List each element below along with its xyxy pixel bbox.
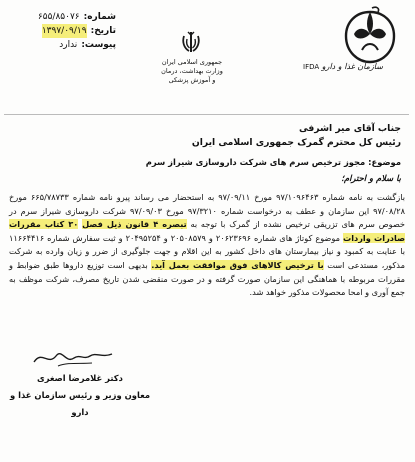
number-row [4,10,116,24]
addressee-block [11,122,401,150]
logo-text: سازمان غذا و دارو [321,62,383,71]
logo-subtext: IFDA [303,63,320,71]
date-row [4,24,116,38]
letter-metadata [4,10,116,52]
ministry-line-2: وزارت بهداشت، درمان [161,67,223,75]
signer-position: معاون وزیر و رئیس سازمان غذا و دارو [9,390,151,417]
recipient-name: جناب آقای میر اشرفی [298,123,401,134]
date-label: تاریخ: [90,26,116,36]
body-part-3: بدیهی است توزیع داروها طبق ضوابط و مقررات مربوطه با هماهنگی این سازمان صورت گرفته و در صورت منقضی شدن تاریخ مصرف، شرکت موظف به جمع آوری و امحا محصولات مذکور خواهد شد. [9,259,405,298]
signer-name: دکتر غلامرضا اصغری [37,373,123,383]
number-label: شماره: [83,12,116,22]
number-value: ۶۵۵/۸۵۰۷۶ [37,12,80,22]
header-divider [4,114,409,115]
ministry-line-1: جمهوری اسلامی ایران [161,58,223,66]
signature-scribble [28,344,118,370]
logo-caption [298,62,388,71]
iran-emblem-icon [180,30,202,56]
highlight-clause-3: با ترخیص کالاهای فوق موافقت بعمل آید. [151,259,324,270]
salutation: با سلام و احترام؛ [341,173,401,183]
body-part-1: بازگشت به نامه شماره ۹۷/۱۰۹۶۴۶۳ مورخ ۹۷/۰۹/۱۱ به استحضار می رساند پیرو نامه شماره ۶۶۵/۷۸۷۳۳ مورخ ۹۷/۰۸/۲۸ این سازمان و عطف به درخواست شماره ۹۷/۳۲۱۰ مورخ ۹۷/۰۹/۰۳ شرکت داروسازی شیراز سرم در خصوص سرم های تزریقی ترخیص نشده از گمرک با توجه به [9,192,406,230]
attachment-label: پیوست: [81,40,116,50]
fda-logo-icon [342,6,398,68]
date-value: ۱۳۹۷/۰۹/۱۹ [41,26,87,36]
signer-block [6,370,154,421]
body-part-2: موضوع کوتاژ های شماره ۲۰۶۲۳۶۹۶ و ۲۰۵۰۸۵۷۹ و ۲۰۴۹۵۲۵۴ و ثبت سفارش شماره ۱۱۶۶۴۴۱۶ با عنایت به کمبود و نیاز بیمارستان های داخل کشور به این اقلام و جهت جلوگیری از ضرر و زیان وارده به شرکت مذکور، مستدعی است [9,232,405,270]
recipient-title: رئیس کل محترم گمرک جمهوری اسلامی ایران [191,137,401,148]
ministry-line-3: و آموزش پزشکی [168,76,216,84]
letter-subject: موضوع: مجوز ترخیص سرم های شرکت داروسازی شیراز سرم [145,157,401,167]
attachment-value: ندارد [59,40,78,50]
ministry-heading [150,58,234,85]
highlight-clause-1: تبصره ۴ قانون ذیل فصل [82,219,187,230]
highlight-clause-2: ۳۰ کتاب مقررات صادرات واردات [9,219,405,243]
attachment-row [4,38,116,52]
letter-body [9,191,405,300]
